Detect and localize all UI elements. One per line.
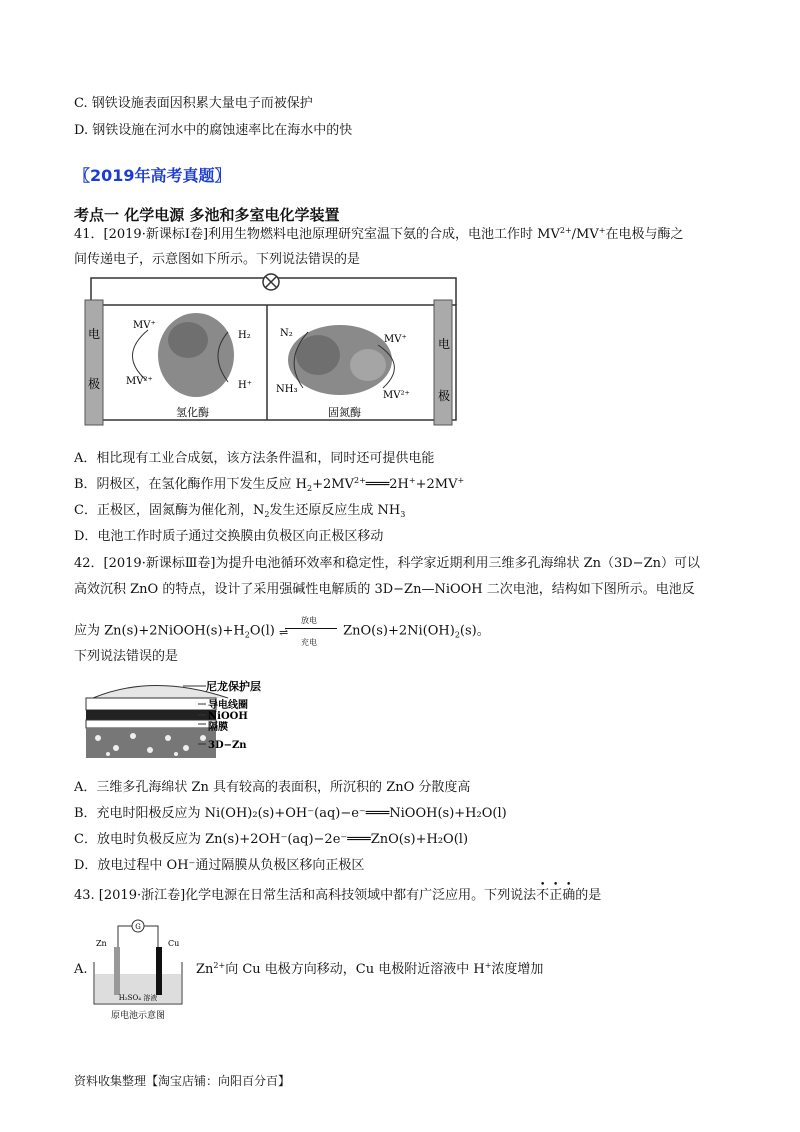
q43-figure bbox=[88, 912, 188, 1024]
svg-text:G: G bbox=[135, 923, 141, 931]
option-d: D. 钢铁设施在河水中的腐蚀速率比在海水中的快 bbox=[74, 123, 353, 138]
q41-option-a: A．相比现有工业合成氨，该方法条件温和，同时还可提供电能 bbox=[74, 451, 435, 466]
q42-option-d: D．放电过程中 OH⁻通过隔膜从负极区移向正极区 bbox=[74, 858, 365, 873]
svg-text:导电线圈: 导电线圈 bbox=[208, 700, 248, 711]
svg-text:隔膜: 隔膜 bbox=[208, 722, 228, 733]
option-c: C. 钢铁设施表面因积累大量电子而被保护 bbox=[74, 96, 313, 111]
section-title: 〖2019年高考真题〗 bbox=[74, 166, 231, 185]
q42-stem-line1: 42．[2019·新课标Ⅲ卷]为提升电池循环效率和稳定性，科学家近期利用三维多孔海绵状 Zn（3D−Zn）可以 bbox=[74, 556, 700, 571]
q42-option-a: A．三维多孔海绵状 Zn 具有较高的表面积，所沉积的 ZnO 分散度高 bbox=[74, 780, 471, 795]
q41-option-c: C．正极区，固氮酶为催化剂，$N_2$发生还原反应生成 $NH_3$ bbox=[74, 503, 406, 519]
q43-stem: 43. [2019·浙江卷]化学电源在日常生活和高科技领域中都有广泛应用。下列说法不正确的是 bbox=[74, 888, 602, 903]
q42-stem-line3: 下列说法错误的是 bbox=[74, 649, 179, 664]
right-electrode-label-2: 极 bbox=[437, 389, 451, 403]
svg-text:Zn: Zn bbox=[96, 939, 107, 948]
svg-text:H₂: H₂ bbox=[238, 330, 251, 341]
svg-text:MV⁺: MV⁺ bbox=[133, 320, 156, 331]
right-electrode-label-1: 电 bbox=[437, 337, 451, 351]
svg-text:氢化酶: 氢化酶 bbox=[176, 406, 209, 419]
left-electrode-label-2: 极 bbox=[87, 377, 101, 391]
q41-option-d: D．电池工作时质子通过交换膜由负极区向正极区移动 bbox=[74, 529, 384, 544]
svg-text:H₂SO₄ 溶液: H₂SO₄ 溶液 bbox=[118, 994, 158, 1002]
q42-equation: 应为 $Zn(s)+2NiOOH(s)+H_2O(l)$ 放电 ⇌ 充电 $ZnO(s)+2Ni(OH)_2(s)$。 bbox=[74, 616, 490, 647]
svg-text:NH₃: NH₃ bbox=[276, 384, 298, 395]
q42-stem-line2: 高效沉积 ZnO 的特点，设计了采用强碱性电解质的 3D−Zn—NiOOH 二次电池，结构如下图所示。电池反 bbox=[74, 582, 695, 597]
svg-text:N₂: N₂ bbox=[280, 328, 293, 339]
svg-text:MV²⁺: MV²⁺ bbox=[126, 376, 153, 387]
q42-figure bbox=[78, 668, 308, 768]
q42-option-c: C．放电时负极反应为 Zn(s)+2OH⁻(aq)−2e⁻═══ZnO(s)+H₂O(l) bbox=[74, 832, 469, 847]
topic-heading: 考点一 化学电源 多池和多室电化学装置 bbox=[74, 206, 340, 224]
q43-option-a-text: $Zn^{2+}$向 Cu 电极方向移动，Cu 电极附近溶液中 H+浓度增加 bbox=[196, 961, 544, 977]
svg-text:3D−Zn: 3D−Zn bbox=[208, 740, 247, 751]
svg-text:Cu: Cu bbox=[168, 939, 180, 948]
q42-option-b: B．充电时阳极反应为 Ni(OH)₂(s)+OH⁻(aq)−e⁻═══NiOOH(s)+H₂O(l) bbox=[74, 806, 507, 821]
q43-option-a-label: A. bbox=[74, 962, 88, 977]
svg-text:NiOOH: NiOOH bbox=[208, 711, 248, 722]
q41-stem-line1: 41．[2019·新课标Ⅰ卷]利用生物燃料电池原理研究室温下氨的合成，电池工作时 $MV^{2+}/MV^+$在电极与酶之 bbox=[74, 226, 684, 242]
svg-text:MV⁺: MV⁺ bbox=[384, 334, 407, 345]
footer: 资料收集整理【淘宝店铺：向阳百分百】 bbox=[74, 1074, 291, 1088]
q41-option-b: B．阴极区，在氢化酶作用下发生反应 $H_2+2MV^{2+}═══2H^++2MV^+$ bbox=[74, 476, 465, 493]
svg-text:MV²⁺: MV²⁺ bbox=[383, 390, 410, 401]
q41-stem-line2: 间传递电子，示意图如下所示。下列说法错误的是 bbox=[74, 252, 361, 267]
svg-text:H⁺: H⁺ bbox=[238, 380, 252, 391]
q41-figure bbox=[78, 270, 468, 430]
left-electrode-label-1: 电 bbox=[87, 327, 101, 341]
svg-text:原电池示意图: 原电池示意图 bbox=[110, 1011, 166, 1021]
svg-text:尼龙保护层: 尼龙保护层 bbox=[206, 680, 261, 693]
svg-text:固氮酶: 固氮酶 bbox=[328, 406, 361, 419]
